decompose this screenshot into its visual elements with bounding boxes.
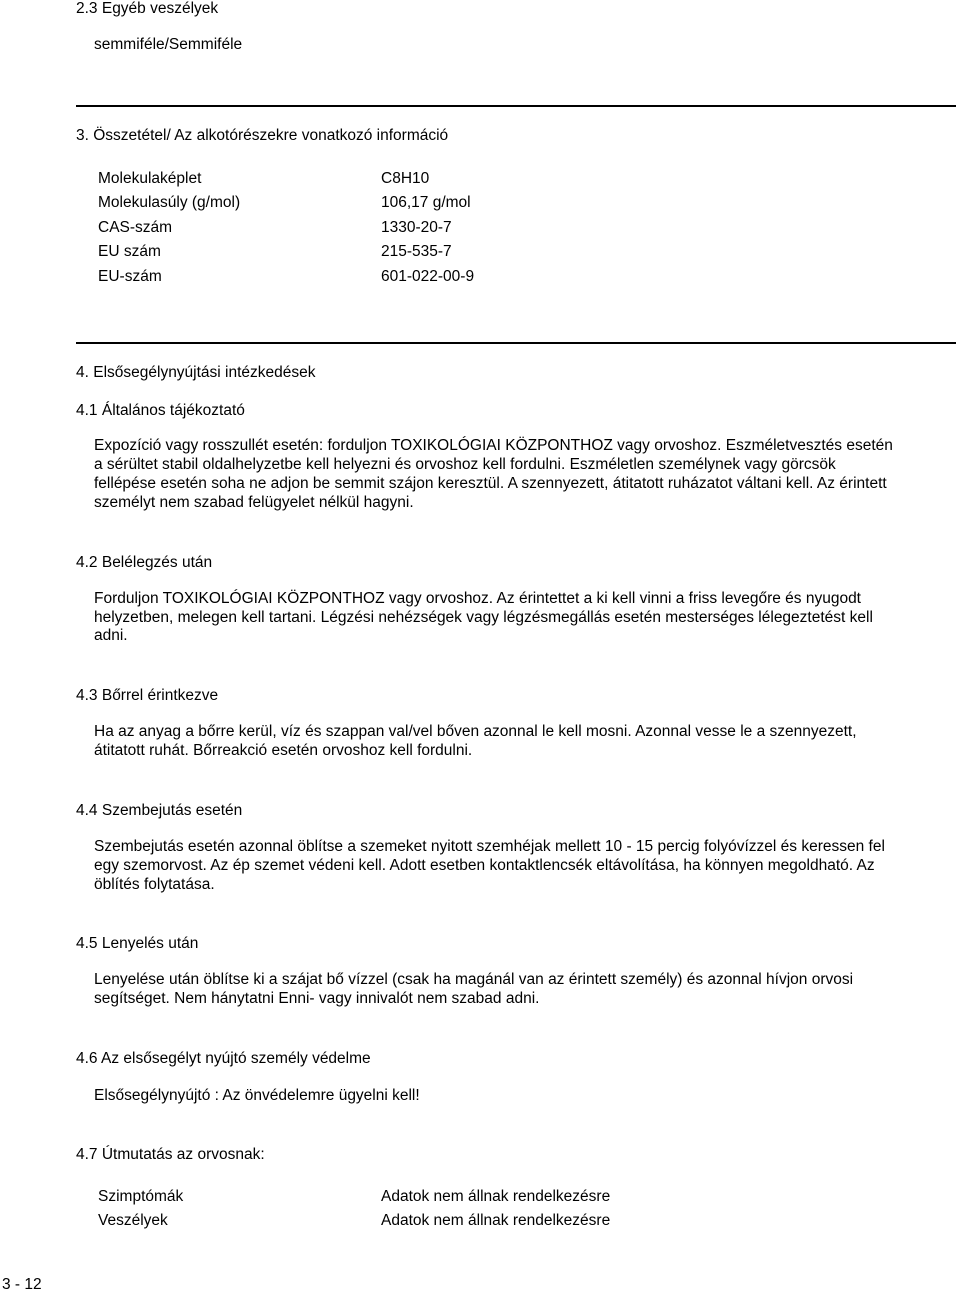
physician-label: Szimptómák	[98, 1188, 184, 1205]
section-2-3-text: semmiféle/Semmiféle	[94, 36, 243, 53]
physician-value: Adatok nem állnak rendelkezésre	[381, 1188, 611, 1205]
paragraph-line: egy szemorvost. Az ép szemet védeni kell. Adott esetben kontaktlencsék eltávolítása, ha könnyen megoldható. Az	[94, 857, 875, 874]
paragraph-line: személyt nem szabad felügyelet nélkül hagyni.	[94, 494, 414, 511]
subsection-4-5-title: 4.5 Lenyelés után	[76, 935, 199, 952]
composition-label: Molekulaképlet	[98, 170, 202, 187]
subsection-4-3-title: 4.3 Bőrrel érintkezve	[76, 687, 219, 704]
section-4-title: 4. Elsősegélynyújtási intézkedések	[76, 364, 316, 381]
composition-label: EU-szám	[98, 268, 162, 285]
paragraph-line: Expozíció vagy rosszullét esetén: forduljon TOXIKOLÓGIAI KÖZPONTHOZ vagy orvoshoz. Eszméletvesztés esetén	[94, 437, 893, 454]
paragraph-line: Elsősegélynyújtó : Az önvédelemre ügyelni kell!	[94, 1087, 420, 1104]
composition-label: Molekulasúly (g/mol)	[98, 194, 241, 211]
subsection-4-4-title: 4.4 Szembejutás esetén	[76, 802, 243, 819]
subsection-4-1-title: 4.1 Általános tájékoztató	[76, 402, 245, 419]
composition-value: C8H10	[381, 170, 430, 187]
section-divider	[76, 105, 956, 107]
paragraph-line: segítséget. Nem hánytatni Enni- vagy innivalót nem szabad adni.	[94, 990, 540, 1007]
section-3-title: 3. Összetétel/ Az alkotórészekre vonatkozó információ	[76, 127, 449, 144]
paragraph-line: öblítés folytatása.	[94, 876, 215, 893]
composition-value: 215-535-7	[381, 243, 452, 260]
subsection-4-7-title: 4.7 Útmutatás az orvosnak:	[76, 1146, 265, 1163]
subsection-4-6-title: 4.6 Az elsősegélyt nyújtó személy védelme	[76, 1050, 371, 1067]
paragraph-line: fellépése esetén soha ne adjon be semmit szájon keresztül. A szennyezett, átitatott ruházatot váltani kell. Az érintett	[94, 475, 887, 492]
paragraph-line: Ha az anyag a bőrre kerül, víz és szappan val/vel bőven azonnal le kell mosni. Azonnal vesse le a szennyezett,	[94, 723, 857, 740]
paragraph-line: Forduljon TOXIKOLÓGIAI KÖZPONTHOZ vagy orvoshoz. Az érintettet a ki kell vinni a friss levegőre és nyugodt	[94, 590, 861, 607]
composition-value: 1330-20-7	[381, 219, 452, 236]
page-number: 3 - 12	[2, 1276, 42, 1293]
paragraph-line: Szembejutás esetén azonnal öblítse a szemeket nyitott szemhéjak mellett 10 - 15 percig folyóvízzel és keressen fel	[94, 838, 885, 855]
subsection-4-2-title: 4.2 Belélegzés után	[76, 554, 213, 571]
composition-value: 601-022-00-9	[381, 268, 475, 285]
paragraph-line: a sérültet stabil oldalhelyzetbe kell helyezni és orvoshoz kell fordulni. Eszméletlen személynek vagy görcsök	[94, 456, 836, 473]
paragraph-line: adni.	[94, 627, 128, 644]
section-2-3-title: 2.3 Egyéb veszélyek	[76, 0, 219, 17]
paragraph-line: átitatott ruhát. Bőrreakció esetén orvoshoz kell fordulni.	[94, 742, 473, 759]
paragraph-line: Lenyelése után öblítse ki a szájat bő vízzel (csak ha magánál van az érintett személy) és azonnal hívjon orvosi	[94, 971, 854, 988]
physician-label: Veszélyek	[98, 1212, 168, 1229]
section-divider	[76, 342, 956, 344]
composition-value: 106,17 g/mol	[381, 194, 471, 211]
paragraph-line: helyzetben, melegen kell tartani. Légzési nehézségek vagy légzésmegállás esetén mesterséges lélegeztetést kell	[94, 609, 873, 626]
physician-value: Adatok nem állnak rendelkezésre	[381, 1212, 611, 1229]
composition-label: EU szám	[98, 243, 161, 260]
composition-label: CAS-szám	[98, 219, 173, 236]
